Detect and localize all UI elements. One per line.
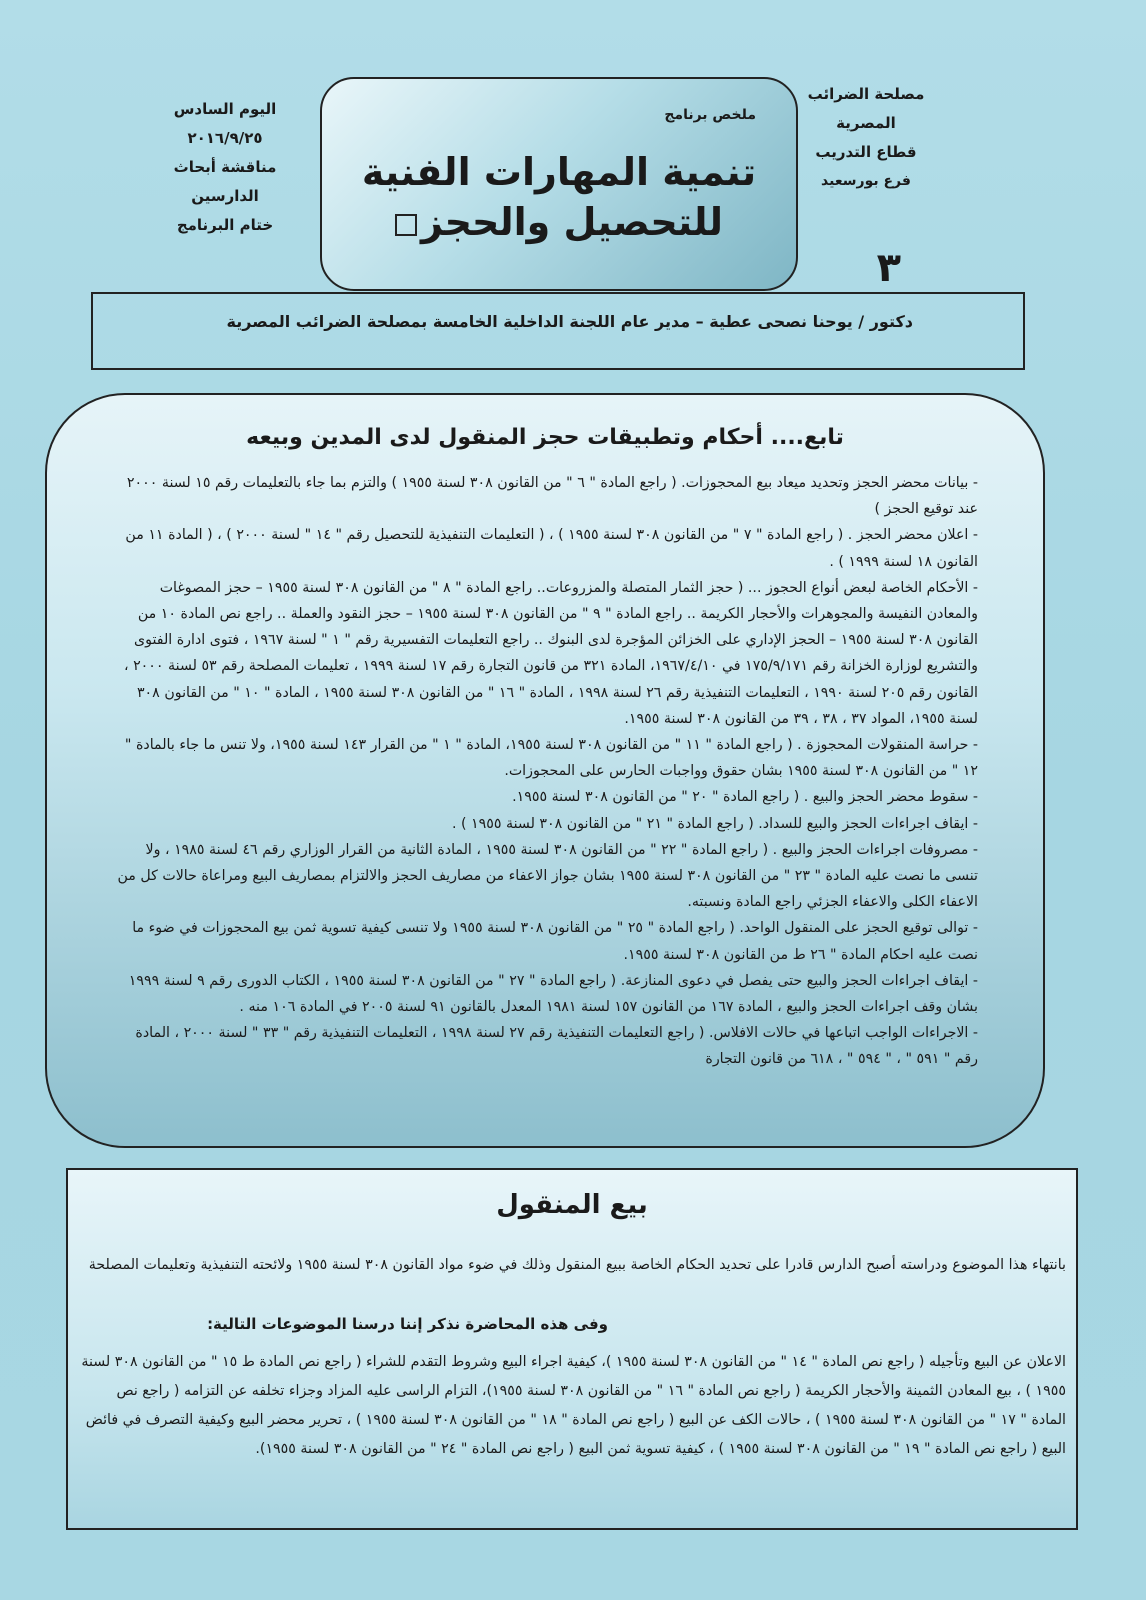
list-item: - الاجراءات الواجب اتباعها في حالات الافلاس. ( راجع التعليمات التنفيذية رقم ٢٧ لسنة ١٩٩٨ ، التعليمات التنفيذية رقم " ٣٣ " لسنة ٢٠٠٠ ، المادة رقم " ٥٩١ " ، " ٥٩٤ " ، ٦١٨ من قانون التجارة [135,1025,978,1068]
schedule-header [140,95,310,240]
program-title-line-2-wrap [322,197,796,247]
movable-sale-section [66,1168,1078,1530]
page-number: ٣ [876,245,901,291]
list-item: - سقوط محضر الحجز والبيع . ( راجع المادة " ٢٠ " من القانون ٣٠٨ لسنة ١٩٥٥. [512,789,978,806]
list-item: - اعلان محضر الحجز . ( راجع المادة " ٧ " من القانون ٣٠٨ لسنة ١٩٥٥ ) ، ( التعليمات التنفيذية للتحصيل رقم " ١٤ " لسنة ٢٠٠٠ ) ، ( المادة ١١ من القانون ١٨ لسنة ١٩٩٩ ) . [125,527,978,570]
program-title [322,147,796,247]
section-title: تابع.... أحكام وتطبيقات حجز المنقول لدى المدين وبيعه [246,425,844,450]
list-item: - حراسة المنقولات المحجوزة . ( راجع المادة " ١١ " من القانون ٣٠٨ لسنة ١٩٥٥، المادة " ١ " من القرار ١٤٣ لسنة ١٩٥٥، ولا تنس ما جاء بالمادة " ١٢ " من القانون ٣٠٨ لسنة ١٩٥٥ بشان حقوق وواجبات الحارس على المحجوزات. [124,737,978,780]
program-title-line-2: للتحصيل والحجز [420,200,724,244]
rules-list [117,470,978,1073]
list-item: - مصروفات اجراءات الحجز والبيع . ( راجع المادة " ٢٢ " من القانون ٣٠٨ لسنة ١٩٥٥ ، المادة الثانية من القرار الوزاري رقم ٤٦ لسنة ١٩٨٥ ، ولا تنسى ما نصت عليه المادة " ٢٣ " من القانون ٣٠٨ لسنة ١٩٥٥ بشان جواز الاعفاء من مصاريف الحجز والالتزام بمصاريف البيع ومراعاة حالات كل من الاعفاء الكلى والاعفاء الجزئي راجع المادة ونسبته. [117,841,978,911]
list-item: - الأحكام الخاصة لبعض أنواع الحجوز ... ( حجز الثمار المتصلة والمزروعات.. راجع المادة " ٨ " من القانون ٣٠٨ لسنة ١٩٥٥ – حجز المصوغات والمعادن النفيسة والمجوهرات والأحجار الكريمة .. راجع المادة " ٩ " من القانون ٣٠٨ لسنة ١٩٥٥ – حجز النقود والعملة .. راجع نص المادة ١٠ من القانون ٣٠٨ لسنة ١٩٥٥ – الحجز الإداري على الخزائن المؤجرة لدى البنوك .. راجع التعليمات التفسيرية رقم " ١ " لسنة ١٩٦٧ ، فتوى ادارة الفتوى والتشريع لوزارة الخزانة رقم ١٧٥/٩/١٧١ في ١٩٦٧/٤/١٠، المادة ٣٢١ من قانون التجارة رقم ١٧ لسنة ١٩٩٩ ، تعليمات المصلحة رقم ٥٣ لسنة ٢٠٠٠ ، القانون رقم ٢٠٥ لسنة ١٩٩٠ ، التعليمات التنفيذية رقم ٢٦ لسنة ١٩٩٨ ، المادة " ١٦ " من القانون ٣٠٨ لسنة ١٩٥٥ ، المادة " ١٠ " من القانون ٣٠٨ لسنة ١٩٥٥، المواد ٣٧ ، ٣٨ ، ٣٩ من القانون ٣٠٨ لسنة ١٩٥٥. [123,579,978,727]
list-item: - ايقاف اجراءات الحجز والبيع حتى يفصل في دعوى المنازعة. ( راجع المادة " ٢٧ " من القانون ٣٠٨ لسنة ١٩٥٥ ، الكتاب الدورى رقم ٩ لسنة ١٩٩٩ بشان وقف اجراءات الحجز والبيع ، المادة ١٦٧ من القانون ١٥٧ لسنة ١٩٨١ المعدل بالقانون ٩١ لسنة ٢٠٠٥ في المادة ١٠٦ منه . [128,972,978,1016]
schedule-day: اليوم السادس [173,100,277,118]
program-title-box [320,77,798,291]
author-line: دكتور / يوحنا نصحى عطية – مدير عام اللجنة الداخلية الخامسة بمصلحة الضرائب المصرية [226,312,913,331]
schedule-activity: مناقشة أبحاث الدارسين [173,158,277,205]
list-item: - بيانات محضر الحجز وتحديد ميعاد بيع المحجوزات. ( راجع المادة " ٦ " من القانون ٣٠٨ لسنة ١٩٥٥ ) والتزم بما جاء بالتعليمات رقم ١٥ لسنة ٢٠٠٠ عند توقيع الحجز ) [126,475,978,518]
org-line-branch: فرع بورسعيد [821,173,911,189]
list-item: - ايقاف اجراءات الحجز والبيع للسداد. ( راجع المادة " ٢١ " من القانون ٣٠٨ لسنة ١٩٥٥ ) . [451,815,978,832]
author-box [91,292,1025,370]
schedule-closing: ختام البرنامج [176,216,274,234]
square-bullet-icon [395,214,417,236]
org-line-sector: قطاع التدريب [815,143,917,161]
org-line-authority: مصلحة الضرائب المصرية [807,85,925,132]
sale-intro: بانتهاء هذا الموضوع ودراسته أصبح الدارس قادرا على تحديد الحكام الخاصة ببيع المنقول وذلك في ضوء مواد القانون ٣٠٨ لسنة ١٩٥٥ ولائحته التنفيذية وتعليمات المصلحة [88,1257,1066,1273]
sale-subtitle: وفى هذه المحاضرة نذكر إننا درسنا الموضوعات التالية: [207,1315,608,1333]
sale-topics: الاعلان عن البيع وتأجيله ( راجع نص المادة " ١٤ " من القانون ٣٠٨ لسنة ١٩٥٥ )، كيفية اجراء البيع وشروط التقدم للشراء ( راجع نص المادة ط ١٥ " من القانون ٣٠٨ لسنة ١٩٥٥ ) ، بيع المعادن الثمينة والأحجار الكريمة ( راجع نص المادة " ١٦ " من القانون ٣٠٨ لسنة ١٩٥٥)، التزام الراسى عليه المزاد وجزاء تخلفه عن التزامه ( راجع نص المادة " ١٧ " من القانون ٣٠٨ لسنة ١٩٥٥ ) ، حالات الكف عن البيع ( راجع نص المادة " ١٨ " من القانون ٣٠٨ لسنة ١٩٥٥ ) ، تحرير محضر البيع وكيفية التصرف في فائض البيع ( راجع نص المادة " ١٩ " من القانون ٣٠٨ لسنة ١٩٥٥ ) ، كيفية تسوية ثمن البيع ( راجع نص المادة " ٢٤ " من القانون ٣٠٨ لسنة ١٩٥٥). [81,1354,1066,1457]
program-title-line-1: تنمية المهارات الفنية [361,150,757,194]
sale-title: بيع المنقول [496,1190,648,1220]
program-summary-label: ملخص برنامج [664,107,756,123]
seizure-rules-section [45,393,1045,1148]
list-item: - توالى توقيع الحجز على المنقول الواحد. ( راجع المادة " ٢٥ " من القانون ٣٠٨ لسنة ١٩٥٥ ولا تنسى كيفية تسوية ثمن بيع المحجوزات في ضوء ما نصت عليه احكام المادة " ٢٦ ط من القانون ٣٠٨ لسنة ١٩٥٥. [132,920,978,963]
schedule-date: ٢٠١٦/٩/٢٥ [187,129,263,147]
organization-header [776,80,956,196]
